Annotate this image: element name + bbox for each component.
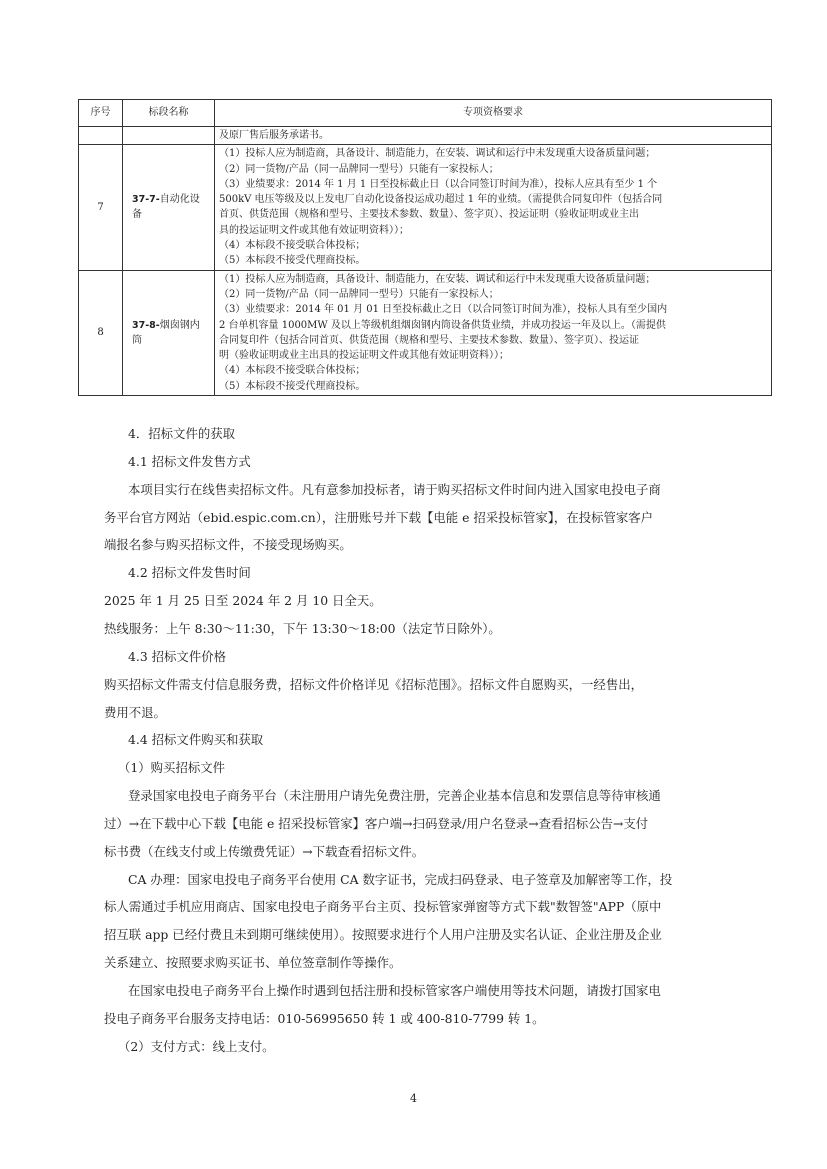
body-line: 本项目实行在线售卖招标文件。凡有意参加投标者，请于购买招标文件时间内进入国家电投电子商: [128, 481, 661, 497]
requirement-line: （1）投标人应为制造商，具备设计、制造能力，在安装、调试和运行中未发现重大设备质量问题；: [219, 273, 656, 285]
row-no: 8: [79, 270, 123, 395]
table-row: [79, 145, 772, 270]
row-name: [123, 127, 215, 145]
body-line: 登录国家电投电子商务平台（未注册用户请先免费注册，完善企业基本信息和发票信息等待审核通: [128, 788, 661, 804]
body-line: 4.4 招标文件购买和获取: [128, 732, 264, 748]
requirement-line: （4）本标段不接受联合体投标；: [219, 240, 366, 252]
body-line: CA 办理：国家电投电子商务平台使用 CA 数字证书，完成扫码登录、电子签章及加解密等工作，投: [128, 871, 673, 887]
page-number: 4: [410, 1092, 417, 1105]
requirement-line: 2 台单机容量 1000MW 及以上等级机组烟囱钢内筒设备供货业绩，并成功投运一年及以上。（需提供: [219, 319, 666, 331]
requirement-line: （5）本标段不接受代理商投标。: [219, 380, 366, 392]
header-lot-name: 标段名称: [123, 100, 215, 127]
requirement-line: 合同复印件（包括合同首页、供货范围（规格和型号、主要技术参数、数量）、签字页）、投运证: [219, 334, 639, 346]
row-requirements: [215, 145, 772, 270]
header-requirements: 专项资格要求: [215, 100, 772, 127]
header-no: 序号: [79, 100, 123, 127]
requirement-line: （2）同一货物/产品（同一品牌同一型号）只能有一家投标人；: [219, 288, 499, 300]
row-name: [123, 145, 215, 270]
table-header-row: [79, 100, 772, 127]
body-line: 标书费（在线支付或上传缴费凭证）→下载查看招标文件。: [104, 843, 425, 859]
requirement-line: （4）本标段不接受联合体投标；: [219, 365, 366, 377]
body-line: 2025 年 1 月 25 日至 2024 年 2 月 10 日全天。: [104, 593, 382, 609]
lot-title: 自动化设备: [132, 194, 200, 221]
body-line: 4．招标文件的获取: [128, 426, 236, 441]
body-line: 购买招标文件需支付信息服务费，招标文件价格详见《招标范围》。招标文件自愿购买，一经售出，: [104, 676, 643, 692]
lot-title: 烟囱钢内筒: [132, 319, 200, 346]
lot-code: 37-7-: [132, 194, 160, 206]
requirement-line: 500kV 电压等级及以上发电厂自动化设备投运成功超过 1 年的业绩。（需提供合同复印件（包括合同: [219, 194, 663, 206]
requirement-line: （3）业绩要求：2014 年 1 月 1 日至投标截止日（以合同签订时间为准），投标人应具有至少 1 个: [219, 178, 658, 190]
requirement-line: 明（验收证明或业主出具的投运证明文件或其他有效证明资料））；: [219, 350, 509, 362]
requirement-line: （5）本标段不接受代理商投标。: [219, 255, 366, 267]
requirement-line: （2）同一货物/产品（同一品牌同一型号）只能有一家投标人；: [219, 163, 499, 175]
body-line: 招互联 app 已经付费且未到期可继续使用）。按照要求进行个人用户注册及实名认证、企业注册及企业: [104, 927, 662, 943]
body-line: 4.3 招标文件价格: [128, 648, 226, 664]
body-line: （2）支付方式：线上支付。: [118, 1038, 275, 1054]
requirement-line: （3）业绩要求：2014 年 01 月 01 日至投标截止之日（以合同签订时间为准），投标人具有至少国内: [219, 304, 668, 316]
row-name: [123, 270, 215, 395]
qualification-table: [78, 99, 772, 396]
body-line: 过）→在下载中心下载【电能 e 招采投标管家】客户端→扫码登录/用户名登录→查看招标公告→支付: [104, 815, 649, 831]
body-line: 费用不退。: [104, 704, 166, 720]
body-line: 热线服务：上午 8:30～11:30，下午 13:30～18:00（法定节日除外）。: [104, 620, 501, 636]
requirement-line: 及原厂售后服务承诺书。: [219, 130, 329, 141]
row-no: [79, 127, 123, 145]
requirement-line: （1）投标人应为制造商，具备设计、制造能力，在安装、调试和运行中未发现重大设备质量问题；: [219, 148, 656, 160]
body-line: 4.1 招标文件发售方式: [128, 453, 251, 469]
lot-code: 37-8-: [132, 319, 160, 331]
requirement-line: 首页、供货范围（规格和型号、主要技术参数、数量）、签字页）、投运证明（验收证明或业主出: [219, 209, 639, 221]
body-line: 标人需通过手机应用商店、国家电投电子商务平台主页、投标管家弹窗等方式下载"数智签"APP（原中: [104, 899, 662, 915]
body-line: 4.2 招标文件发售时间: [128, 565, 251, 581]
table-row: [79, 270, 772, 395]
row-no: 7: [79, 145, 123, 270]
table-row-continued: [79, 127, 772, 145]
body-line: 关系建立、按照要求购买证书、单位签章制作等操作。: [104, 955, 402, 971]
body-line: 务平台官方网站（ebid.espic.com.cn），注册账号并下载【电能 e 招采投标管家】，在投标管家客户: [104, 509, 654, 525]
body-line: （1）购买招标文件: [118, 760, 226, 776]
requirement-line: 具的投运证明文件或其他有效证明资料））；: [219, 224, 409, 236]
body-line: 端报名参与购买招标文件，不接受现场购买。: [104, 537, 352, 553]
body-line: 投电子商务平台服务支持电话：010-56995650 转 1 或 400-810-7799 转 1。: [104, 1010, 545, 1026]
row-requirements: [215, 270, 772, 395]
body-line: 在国家电投电子商务平台上操作时遇到包括注册和投标管家客户端使用等技术问题，请拨打国家电: [128, 983, 661, 998]
row-requirements: [215, 127, 772, 145]
